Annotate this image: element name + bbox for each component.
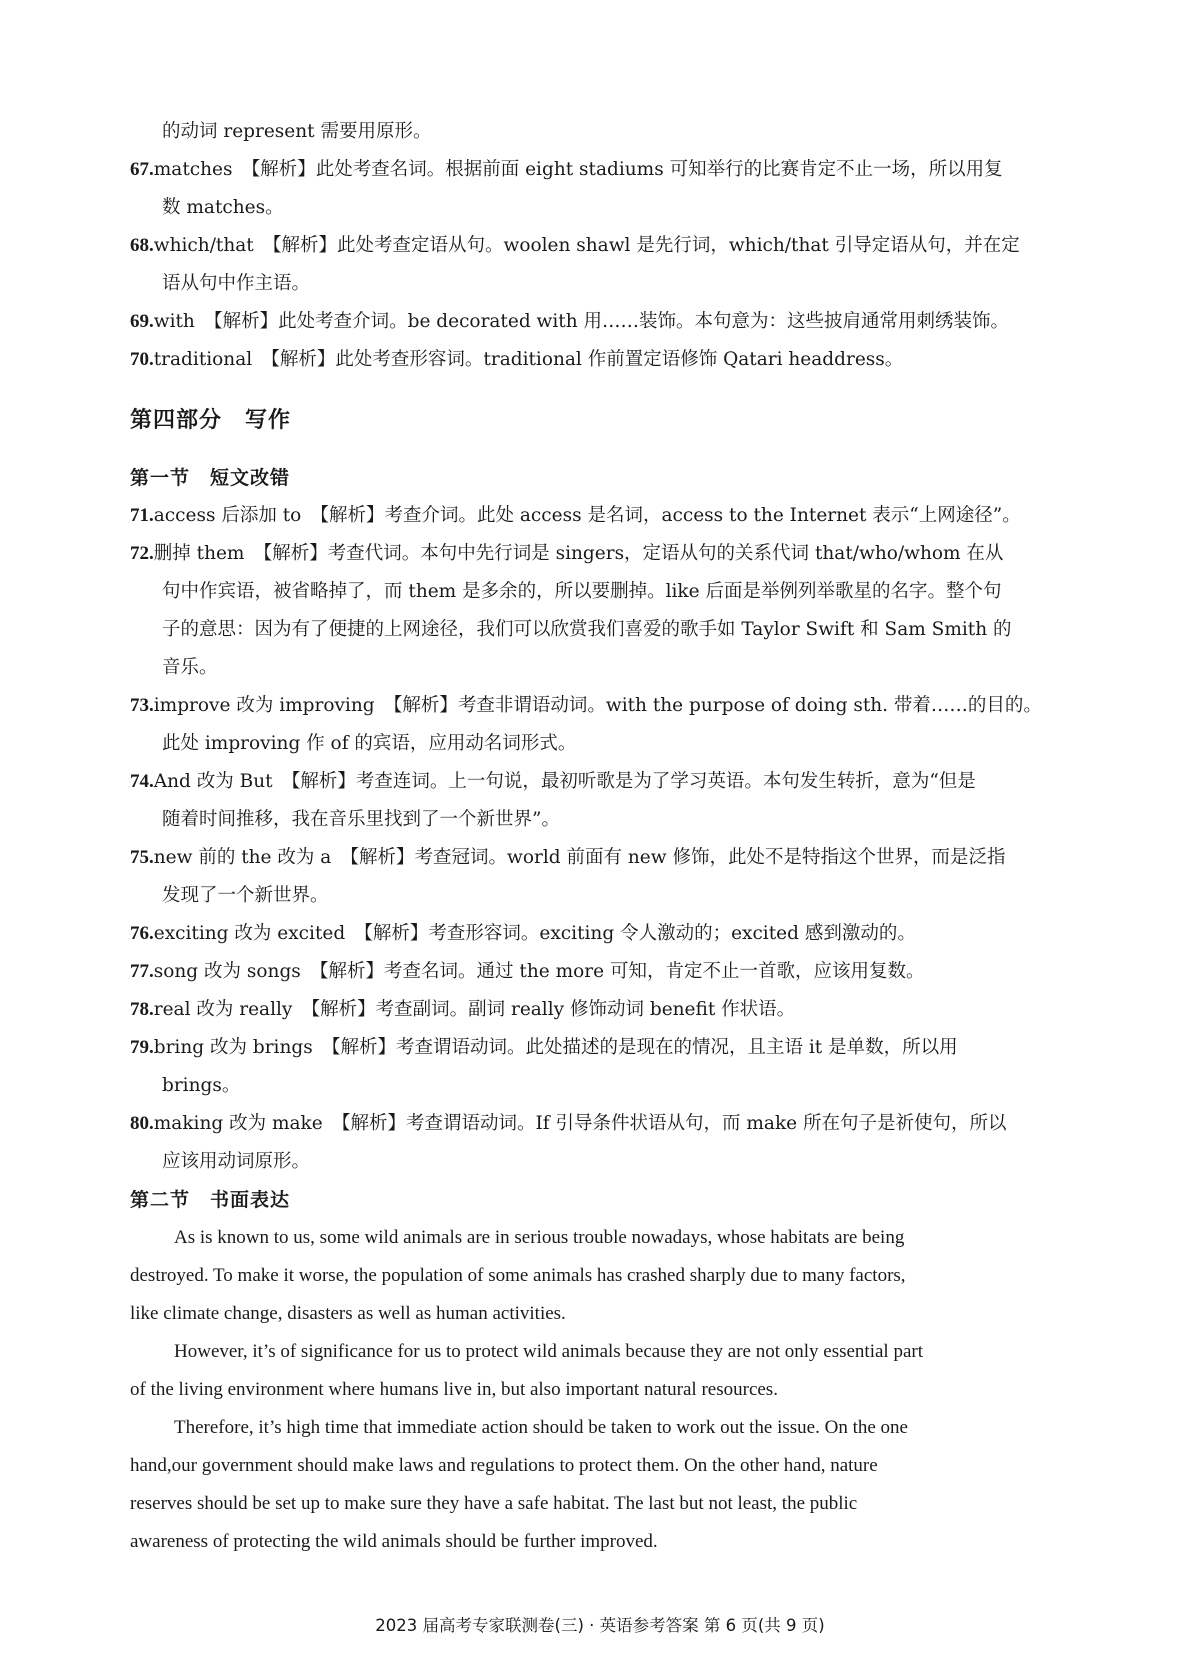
answer-item <box>130 303 1070 341</box>
answer-item <box>130 991 1070 1029</box>
answer-first-line <box>130 227 1070 265</box>
essay-line: like climate change, disasters as well as human activities. <box>130 1303 566 1324</box>
answer-item <box>130 535 1070 687</box>
answer-first-line <box>130 535 1070 573</box>
answer-first-line <box>130 151 1070 189</box>
essay-paragraph <box>130 1219 1070 1333</box>
essay-line: Therefore, it’s high time that immediate action should be taken to work out the issue. On the one <box>174 1417 908 1438</box>
answers-list-error-correction <box>130 497 1070 1181</box>
answer-first-line <box>130 687 1070 725</box>
answer-text: 删掉 them 【解析】考查代词。本句中先行词是 singers，定语从句的关系代词 that/who/whom 在从 <box>153 543 1004 564</box>
answer-number: 70. <box>130 349 154 370</box>
answer-first-line <box>130 1105 1070 1143</box>
answer-item <box>130 687 1070 763</box>
answer-item <box>130 953 1070 991</box>
essay-paragraph <box>130 1409 1070 1561</box>
answer-number: 76. <box>130 923 154 944</box>
essay-paragraph <box>130 1333 1070 1409</box>
answer-number: 74. <box>130 771 154 792</box>
answer-item <box>130 151 1070 227</box>
answer-first-line <box>130 1029 1070 1067</box>
answer-text: bring 改为 brings 【解析】考查谓语动词。此处描述的是现在的情况，且主语 it 是单数，所以用 <box>153 1037 958 1058</box>
answer-number: 69. <box>130 311 154 332</box>
answer-continuation-line: brings。 <box>162 1075 241 1096</box>
answer-continuation-line: 此处 improving 作 of 的宾语，应用动名词形式。 <box>162 733 577 754</box>
answer-text: exciting 改为 excited 【解析】考查形容词。exciting 令人激动的；excited 感到激动的。 <box>153 923 916 944</box>
answer-continuation-line: 子的意思：因为有了便捷的上网途径，我们可以欣赏我们喜爱的歌手如 Taylor Swift 和 Sam Smith 的 <box>162 619 1012 640</box>
answer-first-line <box>130 839 1070 877</box>
answer-first-line <box>130 303 1070 341</box>
essay-line: awareness of protecting the wild animals should be further improved. <box>130 1531 658 1552</box>
answer-text: matches 【解析】此处考查名词。根据前面 eight stadiums 可知举行的比赛肯定不止一场，所以用复 <box>153 159 1003 180</box>
answer-item <box>130 1029 1070 1105</box>
section-title-error-correction: 第一节 短文改错 <box>130 467 291 489</box>
page-footer: 2023 届高考专家联测卷(三) · 英语参考答案 第 6 页(共 9 页) <box>375 1616 825 1635</box>
answer-text: new 前的 the 改为 a 【解析】考查冠词。world 前面有 new 修饰，此处不是特指这个世界，而是泛指 <box>153 847 1006 868</box>
answer-item <box>130 1105 1070 1181</box>
answer-number: 78. <box>130 999 154 1020</box>
part-title: 第四部分 写作 <box>130 408 292 433</box>
answer-number: 75. <box>130 847 154 868</box>
answer-continuation-line: 应该用动词原形。 <box>162 1151 311 1172</box>
answer-first-line <box>130 341 1070 379</box>
answer-text: improve 改为 improving 【解析】考查非谓语动词。with the purpose of doing sth. 带着……的目的。 <box>153 695 1042 716</box>
answer-item <box>130 497 1070 535</box>
answer-item <box>130 763 1070 839</box>
answer-item <box>130 341 1070 379</box>
answer-text: traditional 【解析】此处考查形容词。traditional 作前置定语修饰 Qatari headdress。 <box>153 349 904 370</box>
answer-number: 77. <box>130 961 154 982</box>
answer-first-line <box>130 915 1070 953</box>
answer-continuation-line: 句中作宾语，被省略掉了，而 them 是多余的，所以要删掉。like 后面是举例列举歌星的名字。整个句 <box>162 581 1002 602</box>
answer-item <box>130 915 1070 953</box>
answer-number: 80. <box>130 1113 154 1134</box>
answer-text: which/that 【解析】此处考查定语从句。woolen shawl 是先行词，which/that 引导定语从句，并在定 <box>153 235 1020 256</box>
answer-text: with 【解析】此处考查介词。be decorated with 用……装饰。本句意为：这些披肩通常用刺绣装饰。 <box>153 311 1010 332</box>
essay-line: As is known to us, some wild animals are in serious trouble nowadays, whose habitats are being <box>174 1227 905 1248</box>
answer-item <box>130 227 1070 303</box>
answer-continuation-line: 发现了一个新世界。 <box>162 885 329 906</box>
essay-line: reserves should be set up to make sure they have a safe habitat. The last but not least, the public <box>130 1493 858 1514</box>
answer-text: making 改为 make 【解析】考查谓语动词。If 引导条件状语从句，而 make 所在句子是祈使句，所以 <box>153 1113 1007 1134</box>
answer-number: 67. <box>130 159 154 180</box>
answer-first-line <box>130 763 1070 801</box>
answer-item <box>130 839 1070 915</box>
answer-text: And 改为 But 【解析】考查连词。上一句说，最初听歌是为了学习英语。本句发生转折，意为“但是 <box>153 771 976 792</box>
answer-continuation-line: 数 matches。 <box>162 197 284 218</box>
essay-line: of the living environment where humans live in, but also important natural resources. <box>130 1379 778 1400</box>
essay-line: hand,our government should make laws and regulations to protect them. On the other hand, nature <box>130 1455 878 1476</box>
answer-number: 71. <box>130 505 154 526</box>
answer-continuation-line: 随着时间推移，我在音乐里找到了一个新世界”。 <box>162 809 560 830</box>
answer-text: real 改为 really 【解析】考查副词。副词 really 修饰动词 benefit 作状语。 <box>153 999 796 1020</box>
answer-first-line <box>130 991 1070 1029</box>
essay-line: However, it’s of significance for us to protect wild animals because they are not only essential part <box>174 1341 923 1362</box>
answer-number: 73. <box>130 695 154 716</box>
answer-first-line <box>130 497 1070 535</box>
answer-text: access 后添加 to 【解析】考查介词。此处 access 是名词，access to the Internet 表示“上网途径”。 <box>153 505 1021 526</box>
answers-list-grammar <box>130 151 1070 379</box>
page-content <box>130 113 1070 1561</box>
section-title-writing: 第二节 书面表达 <box>130 1189 291 1211</box>
answer-continuation-line: 语从句中作主语。 <box>162 273 311 294</box>
answer-number: 79. <box>130 1037 154 1058</box>
answer-continuation-line: 音乐。 <box>162 657 218 678</box>
essay-line: destroyed. To make it worse, the population of some animals has crashed sharply due to many factors, <box>130 1265 906 1286</box>
sample-essay <box>130 1219 1070 1561</box>
continuation-line: 的动词 represent 需要用原形。 <box>162 121 432 142</box>
answer-text: song 改为 songs 【解析】考查名词。通过 the more 可知，肯定不止一首歌，应该用复数。 <box>153 961 925 982</box>
answer-first-line <box>130 953 1070 991</box>
answer-number: 72. <box>130 543 154 564</box>
answer-number: 68. <box>130 235 154 256</box>
